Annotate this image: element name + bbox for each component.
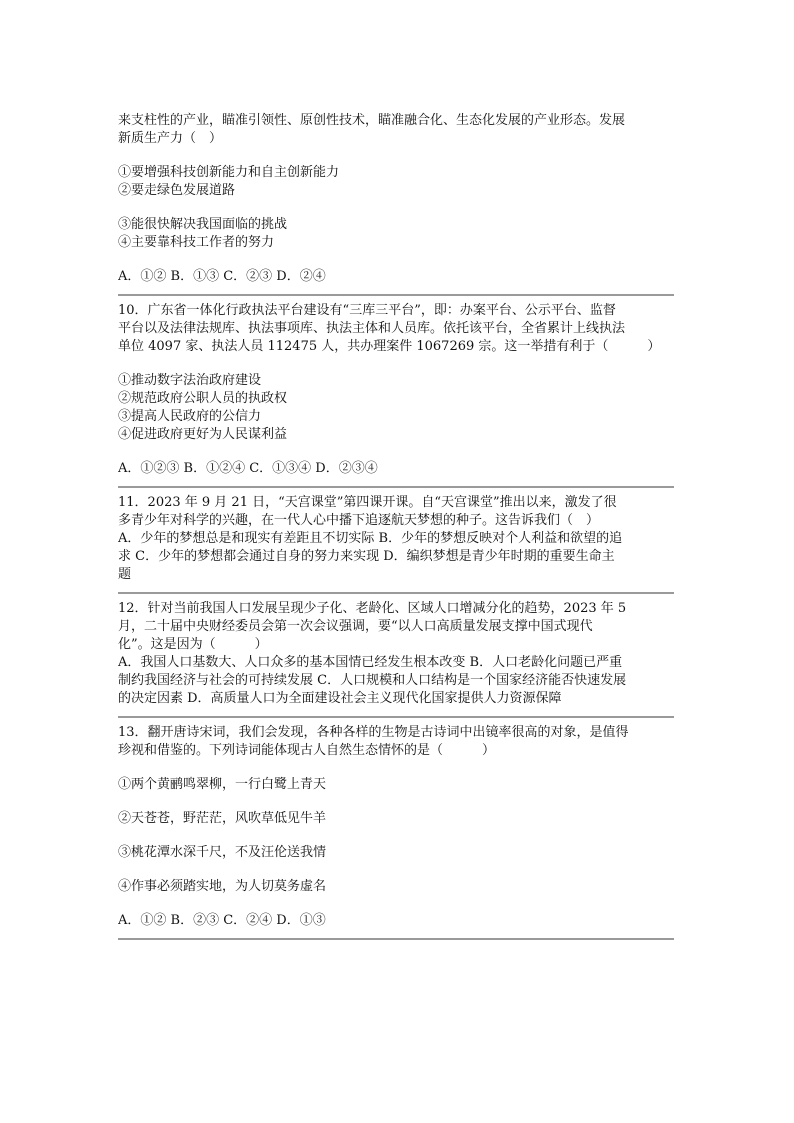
statement-item: ④主要靠科技工作者的努力 [118, 235, 275, 250]
statement-item: ①要增强科技创新能力和自主创新能力 [118, 165, 340, 180]
question-10 [118, 302, 674, 478]
answer-options-line: 的决定因素 D．高质量人口为全面建设社会主义现代化国家提供人力资源保障 [118, 691, 562, 706]
question-stem-line: 化”。这是因为（ ） [118, 637, 268, 652]
question-stem-line: 单位 4097 家、执法人员 112475 人，共办理案件 1067269 宗。这一举措有利于（ ） [118, 339, 661, 354]
answer-options-line: A．少年的梦想总是和现实有差距且不切实际 B．少年的梦想反映对个人利益和欲望的追 [118, 531, 623, 546]
statement-item: ②规范政府公职人员的执政权 [118, 391, 288, 406]
question-12 [118, 600, 674, 708]
answer-options-line: 制约我国经济与社会的可持续发展 C．人口规模和人口结构是一个国家经济能否快速发展 [118, 673, 627, 688]
question-stem-line: 12．针对当前我国人口发展呈现少子化、老龄化、区域人口增减分化的趋势，2023 年 5 [118, 601, 627, 616]
question-stem-line: 11．2023 年 9 月 21 日，“天宫课堂”第四课开课。自“天宫课堂”推出以来，激发了很 [118, 495, 617, 510]
statement-item: ③能很快解决我国面临的挑战 [118, 217, 288, 232]
statement-item: ④促进政府更好为人民谋利益 [118, 427, 288, 442]
answer-options: A．①② B．①③ C．②③ D．②④ [118, 269, 326, 284]
question-11 [118, 494, 674, 584]
answer-options-line: 题 [118, 567, 132, 582]
statement-item: ④作事必须踏实地，为人切莫务虚名 [118, 879, 327, 894]
question-9 [118, 112, 674, 286]
exam-page [118, 112, 674, 946]
question-stem-line: 13．翻开唐诗宋词，我们会发现，各种各样的生物是古诗词中出镜率很高的对象，是值得 [118, 725, 629, 740]
answer-options-line: A．我国人口基数大、人口众多的基本国情已经发生根本改变 B．人口老龄化问题已严重 [118, 655, 623, 670]
question-divider [118, 716, 674, 718]
answer-options: A．①② B．②③ C．②④ D．①③ [118, 913, 326, 928]
statement-item: ①推动数字法治政府建设 [118, 373, 262, 388]
statement-item: ①两个黄鹂鸣翠柳，一行白鹭上青天 [118, 777, 327, 792]
question-stem-line: 新质生产力（ ） [118, 131, 223, 146]
question-divider [118, 486, 674, 488]
statement-item: ③提高人民政府的公信力 [118, 409, 262, 424]
question-divider [118, 938, 674, 940]
question-divider [118, 294, 674, 296]
question-stem-line: 多青少年对科学的兴趣，在一代人心中播下追逐航天梦想的种子。这告诉我们（ ） [118, 513, 600, 528]
question-stem-line: 平台以及法律法规库、执法事项库、执法主体和人员库。依托该平台，全省累计上线执法 [118, 321, 626, 336]
question-stem-line: 珍视和借鉴的。下列诗词能体现古人自然生态情怀的是（ ） [118, 743, 496, 758]
statement-item: ③桃花潭水深千尺，不及汪伦送我情 [118, 845, 327, 860]
question-13 [118, 724, 674, 930]
answer-options-line: 求 C．少年的梦想都会通过自身的努力来实现 D．编织梦想是青少年时期的重要生命主 [118, 549, 615, 564]
answer-options: A．①②③ B．①②④ C．①③④ D．②③④ [118, 461, 378, 476]
question-stem-line: 10．广东省一体化行政执法平台建设有“三库三平台”，即：办案平台、公示平台、监督 [118, 303, 616, 318]
statement-item: ②天苍苍，野茫茫，风吹草低见牛羊 [118, 811, 327, 826]
question-stem-line: 月，二十届中央财经委员会第一次会议强调，要“以人口高质量发展支撑中国式现代 [118, 619, 593, 634]
question-stem-line: 来支柱性的产业，瞄准引领性、原创性技术，瞄准融合化、生态化发展的产业形态。发展 [118, 113, 626, 128]
statement-item: ②要走绿色发展道路 [118, 183, 236, 198]
question-divider [118, 592, 674, 594]
